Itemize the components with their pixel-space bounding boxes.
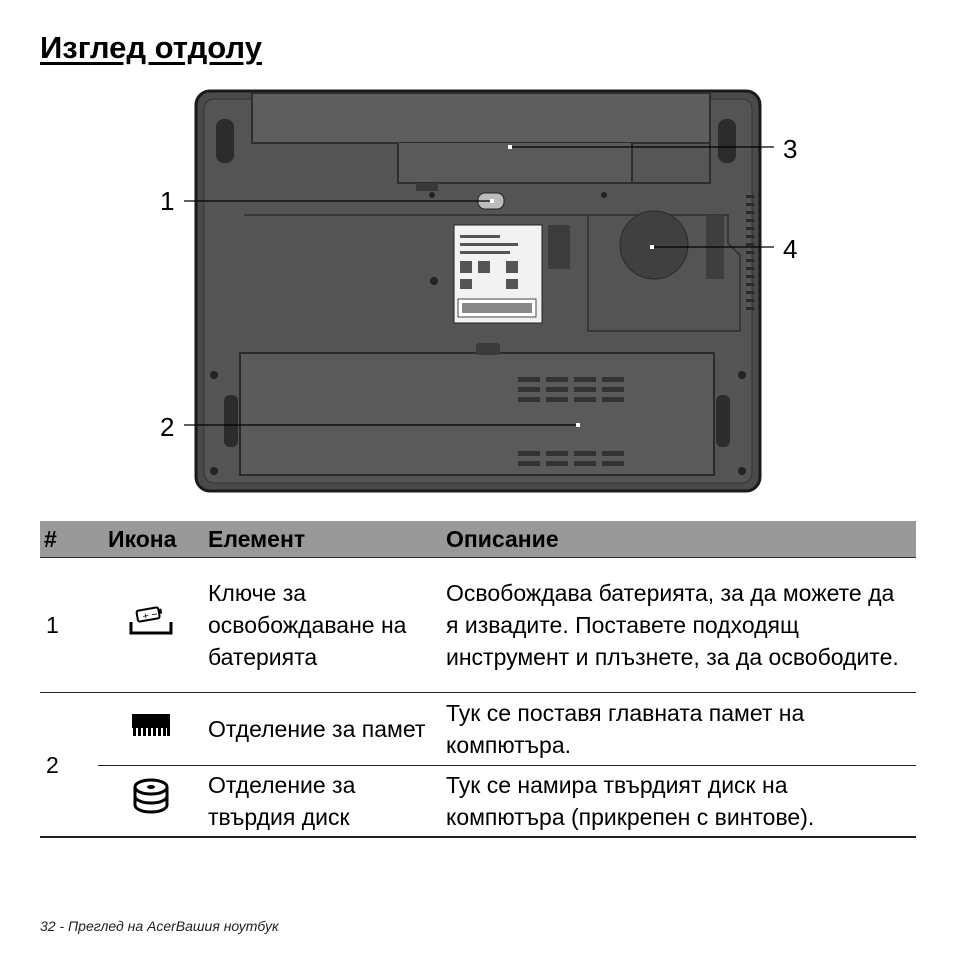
battery-release-icon (127, 609, 175, 641)
table-header-row (40, 521, 916, 558)
rubber-foot (716, 395, 730, 447)
rubber-foot (718, 119, 736, 163)
row-number: 1 (40, 558, 98, 693)
header-number: # (40, 521, 98, 558)
header-icon: Икона (98, 521, 204, 558)
page-title: Изглед отдолу (40, 30, 262, 65)
table-row (40, 693, 916, 766)
component-table (40, 521, 916, 838)
row-element: Отделение за памет (204, 693, 442, 766)
row-element: Отделение за твърдия диск (204, 766, 442, 838)
header-element: Елемент (204, 521, 442, 558)
rubber-foot (224, 395, 238, 447)
row-description: Тук се поставя главната памет на компютъра. (442, 693, 916, 766)
row-element: Ключе за освобождаване на батерията (204, 558, 442, 693)
hard-disk-icon (131, 796, 171, 822)
rubber-foot (216, 119, 234, 163)
row-description: Освобождава батерията, за да можете да я извадите. Поставете подходящ инструмент и плъзнете, за да освободите. (442, 558, 916, 693)
row-description: Тук се намира твърдият диск на компютъра (прикрепен с винтове). (442, 766, 916, 838)
laptop-bottom-illustration (0, 85, 954, 505)
svg-text:+: + (141, 610, 150, 621)
header-description: Описание (442, 521, 916, 558)
callout-1: 1 (160, 186, 175, 216)
table-row (40, 766, 916, 838)
memory-icon (130, 717, 172, 743)
callout-2: 2 (160, 412, 175, 442)
svg-text:−: − (150, 609, 159, 620)
battery-pack (252, 93, 710, 143)
lower-compartment (240, 353, 714, 475)
callout-3: 3 (783, 134, 798, 164)
laptop-bottom-figure (0, 85, 954, 505)
page-footer: 32 - Преглед на AcerВашия ноутбук (40, 918, 279, 934)
row-number: 2 (40, 693, 98, 838)
table-row (40, 558, 916, 693)
callout-4: 4 (783, 234, 798, 264)
